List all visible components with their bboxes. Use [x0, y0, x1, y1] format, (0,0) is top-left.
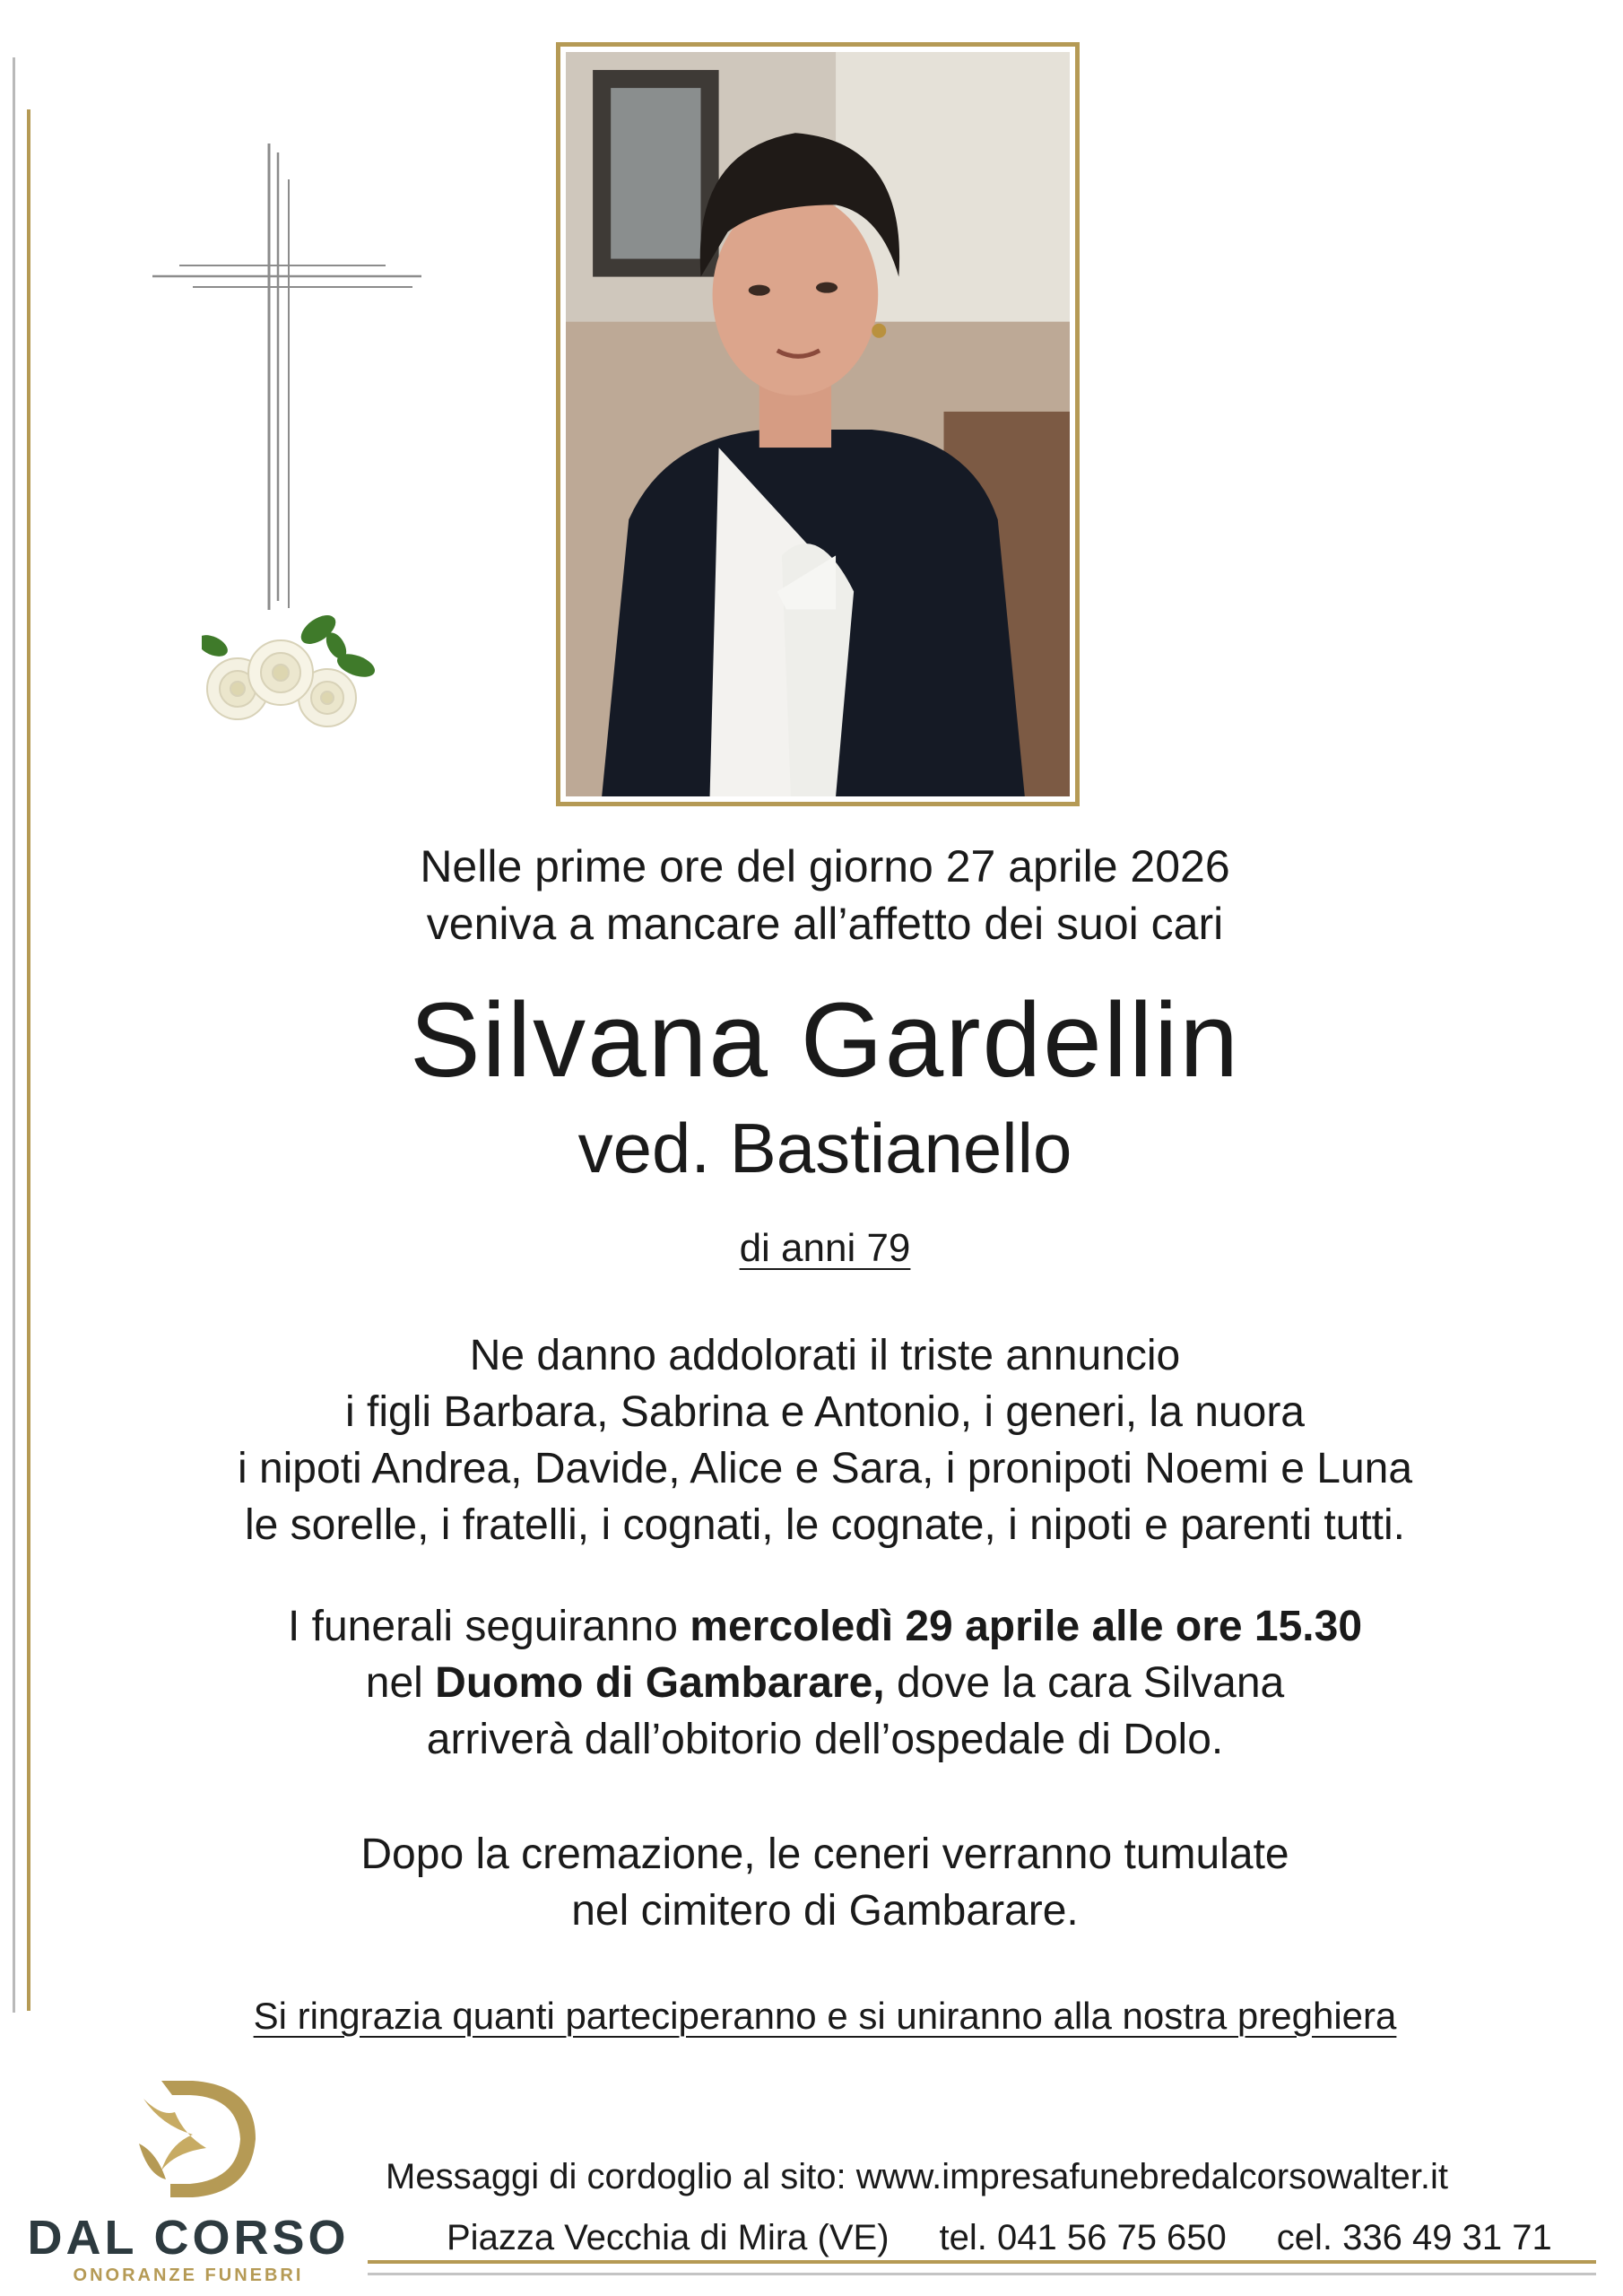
cremation-line-2: nel cimitero di Gambarare. [571, 1887, 1079, 1935]
deceased-age [135, 1222, 1515, 1275]
border-line-gold [27, 109, 30, 2011]
funeral-datetime: mercoledì 29 aprile alle ore 15.30 [690, 1603, 1363, 1650]
portrait-photo [566, 52, 1070, 796]
cross-icon [143, 135, 430, 619]
funeral-intro: I funerali seguiranno [287, 1603, 690, 1650]
deceased-married-name: ved. Bastianello [577, 1109, 1072, 1187]
announce-line: le sorelle, i fratelli, i cognati, le cognate, i nipoti e parenti tutti. [244, 1501, 1406, 1549]
cremation-details [135, 1826, 1515, 1939]
logo-name: DAL CORSO [27, 2211, 350, 2265]
bottom-line-gold [368, 2260, 1596, 2264]
footer-contacts [447, 2213, 1552, 2262]
condolence-website: Messaggi di cordoglio al sito: www.impresafunebredalcorsowalter.it [386, 2157, 1448, 2196]
cremation-line-1: Dopo la cremazione, le ceneri verranno tumulate [360, 1831, 1289, 1878]
funeral-location-suffix: dove la cara Silvana [884, 1659, 1285, 1707]
address: Piazza Vecchia di Mira (VE) [447, 2218, 890, 2257]
announce-line: Ne danno addolorati il triste annuncio [469, 1332, 1181, 1379]
bottom-line-grey [368, 2273, 1596, 2275]
family-announcement [135, 1327, 1515, 1553]
thanks-line: Si ringrazia quanti parteciperanno e si uniranno alla nostra preghiera [253, 1995, 1397, 2037]
deceased-name: Silvana Gardellin [409, 981, 1241, 1100]
funeral-location-prefix: nel [365, 1659, 436, 1707]
announce-line: i figli Barbara, Sabrina e Antonio, i generi, la nuora [345, 1388, 1305, 1436]
intro-line-1: Nelle prime ore del giorno 27 aprile 2026 [420, 841, 1230, 891]
funeral-line-2 [135, 1655, 1515, 1711]
funeral-location: Duomo di Gambarare, [435, 1659, 885, 1707]
border-line-grey [13, 57, 15, 2013]
logo-tagline: ONORANZE FUNEBRI [73, 2266, 304, 2285]
funeral-line-1 [135, 1598, 1515, 1655]
portrait-frame [556, 42, 1080, 806]
intro-text [135, 838, 1515, 952]
phone: tel. 041 56 75 650 [939, 2218, 1227, 2257]
thanks-text [135, 1989, 1515, 2043]
dal-corso-logo-icon [108, 2063, 269, 2206]
funeral-home-logo [18, 2063, 359, 2285]
intro-line-2: veniva a mancare all’affetto dei suoi cari [426, 899, 1224, 949]
announce-line: i nipoti Andrea, Davide, Alice e Sara, i pronipoti Noemi e Luna [237, 1445, 1413, 1492]
age-text: di anni 79 [739, 1226, 911, 1270]
funeral-details [135, 1598, 1515, 1768]
mobile: cel. 336 49 31 71 [1276, 2218, 1552, 2257]
white-roses-icon [202, 610, 381, 735]
funeral-line-3: arriverà dall’obitorio dell’ospedale di Dolo. [426, 1716, 1224, 1763]
